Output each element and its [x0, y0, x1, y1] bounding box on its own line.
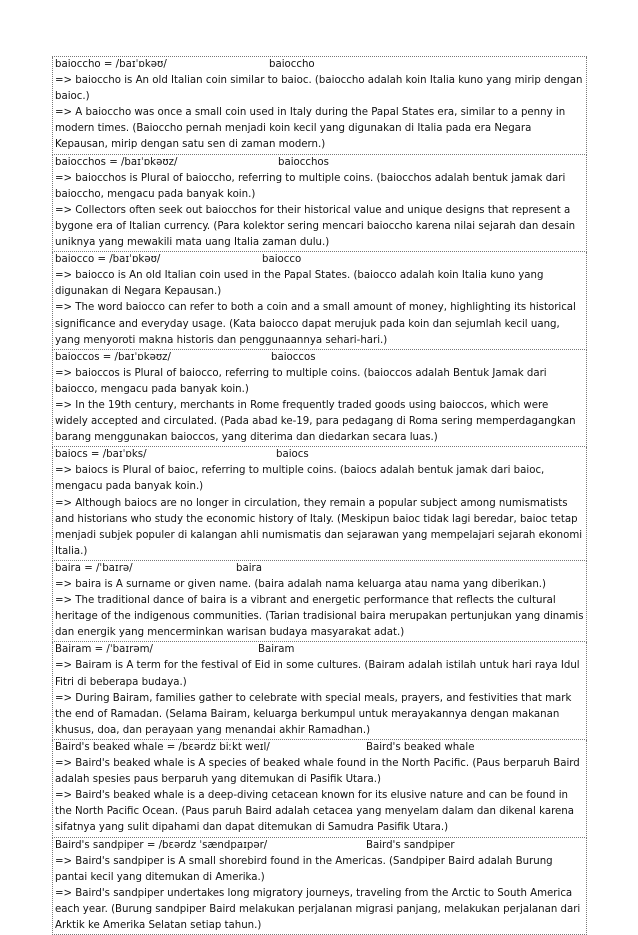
dictionary-entry [52, 350, 587, 448]
dictionary-entry [52, 447, 587, 561]
entry-definition: => baioccho is An old Italian coin similar to baioc. (baioccho adalah koin Italia kuno yang mirip dengan baioc.) [55, 73, 584, 105]
entry-term-pronunciation: baiocco = /baɪˈɒkəʊ/ [55, 252, 160, 268]
entry-word: baiocchos [278, 155, 329, 171]
entry-term-pronunciation: Baird's beaked whale = /bɛərdz biːkt weɪl/ [55, 740, 270, 756]
dictionary-entry [52, 155, 587, 253]
entry-header [55, 740, 584, 756]
entry-definition: => Bairam is A term for the festival of Eid in some cultures. (Bairam adalah istilah untuk hari raya Idul Fitri di beberapa budaya.) [55, 658, 584, 690]
entry-definition: => Baird's beaked whale is A species of beaked whale found in the North Pacific. (Paus berparuh Baird adalah spesies paus berparuh yang ditemukan di Pasifik Utara.) [55, 756, 584, 788]
entry-header [55, 642, 584, 658]
entry-term-pronunciation: baioccho = /baɪˈɒkəʊ/ [55, 57, 167, 73]
dictionary-page [52, 56, 587, 935]
entry-definition: => Baird's sandpiper is A small shorebird found in the Americas. (Sandpiper Baird adalah Burung pantai kecil yang ditemukan di Amerika.) [55, 854, 584, 886]
entry-example: => Baird's sandpiper undertakes long migratory journeys, traveling from the Arctic to South America each year. (Burung sandpiper Baird melakukan perjalanan migrasi panjang, melakukan perjalanan dari Arktik ke Amerika Selatan setiap tahun.) [55, 886, 584, 934]
entry-example: => Although baiocs are no longer in circulation, they remain a popular subject among numismatists and historians who study the economic history of Italy. (Meskipun baioc tidak lagi beredar, baioc tetap menjadi subjek populer di kalangan ahli numismatis dan sejarawan yang mempelajari sejarah ekonomi Italia.) [55, 496, 584, 560]
entry-definition: => baiocco is An old Italian coin used in the Papal States. (baiocco adalah koin Italia kuno yang digunakan di Negara Kepausan.) [55, 268, 584, 300]
entry-example: => During Bairam, families gather to celebrate with special meals, prayers, and festivities that mark the end of Ramadan. (Selama Bairam, keluarga berkumpul untuk merayakannya dengan makanan khusus, doa, dan perayaan yang menandai akhir Ramadhan.) [55, 691, 584, 739]
entry-definition: => baiocchos is Plural of baioccho, referring to multiple coins. (baiocchos adalah bentuk jamak dari baioccho, mengacu pada banyak koin.) [55, 171, 584, 203]
entry-word: baira [236, 561, 262, 577]
entry-header [55, 252, 584, 268]
entry-header [55, 350, 584, 366]
entry-term-pronunciation: baiocchos = /baɪˈɒkəʊz/ [55, 155, 177, 171]
entry-word: baioccho [269, 57, 315, 73]
entry-example: => The word baiocco can refer to both a coin and a small amount of money, highlighting its historical significance and everyday usage. (Kata baiocco dapat merujuk pada koin dan sejumlah kecil uang, yang menyoroti makna historis dan penggunaannya sehari-hari.) [55, 300, 584, 348]
entry-word: baioccos [271, 350, 316, 366]
entry-term-pronunciation: baiocs = /baɪˈɒks/ [55, 447, 147, 463]
entry-example: => Collectors often seek out baiocchos for their historical value and unique designs that represent a bygone era of Italian currency. (Para kolektor sering mencari baioccho karena nilai sejarah dan desain uniknya yang mewakili mata uang Italia zaman dulu.) [55, 203, 584, 251]
entry-header [55, 838, 584, 854]
entry-definition: => baira is A surname or given name. (baira adalah nama keluarga atau nama yang diberikan.) [55, 577, 584, 593]
entry-word: baiocco [262, 252, 301, 268]
entry-definition: => baiocs is Plural of baioc, referring to multiple coins. (baiocs adalah bentuk jamak dari baioc, mengacu pada banyak koin.) [55, 463, 584, 495]
entry-header [55, 561, 584, 577]
dictionary-entry [52, 740, 587, 838]
entry-term-pronunciation: baira = /ˈbaɪrə/ [55, 561, 133, 577]
entry-example: => Baird's beaked whale is a deep-diving cetacean known for its elusive nature and can be found in the North Pacific Ocean. (Paus paruh Baird adalah cetacea yang menyelam dalam dan dikenal karena sifatnya yang sulit dipahami dan dapat ditemukan di Samudra Pasifik Utara.) [55, 788, 584, 836]
entry-word: Baird's sandpiper [366, 838, 455, 854]
entry-definition: => baioccos is Plural of baiocco, referring to multiple coins. (baioccos adalah Bentuk Jamak dari baiocco, mengacu pada banyak koin.) [55, 366, 584, 398]
dictionary-entry [52, 561, 587, 642]
entry-term-pronunciation: baioccos = /baɪˈɒkəʊz/ [55, 350, 171, 366]
dictionary-entry [52, 838, 587, 935]
dictionary-entry [52, 57, 587, 155]
entry-term-pronunciation: Bairam = /ˈbaɪrəm/ [55, 642, 153, 658]
entry-word: Baird's beaked whale [366, 740, 475, 756]
entry-term-pronunciation: Baird's sandpiper = /bɛərdz ˈsændpaɪpər/ [55, 838, 267, 854]
entry-example: => In the 19th century, merchants in Rome frequently traded goods using baioccos, which were widely accepted and circulated. (Pada abad ke-19, para pedagang di Roma sering memperdagangkan barang menggunakan baioccos, yang diterima dan diedarkan secara luas.) [55, 398, 584, 446]
entry-example: => A baioccho was once a small coin used in Italy during the Papal States era, similar to a penny in modern times. (Baioccho pernah menjadi koin kecil yang digunakan di Italia pada era Negara Kepausan, mirip dengan satu sen di zaman modern.) [55, 105, 584, 153]
entry-header [55, 447, 584, 463]
entry-word: Bairam [258, 642, 294, 658]
entry-header [55, 57, 584, 73]
entry-header [55, 155, 584, 171]
entry-example: => The traditional dance of baira is a vibrant and energetic performance that reflects the cultural heritage of the indigenous communities. (Tarian tradisional baira merupakan pertunjukan yang dinamis dan energik yang mencerminkan warisan budaya masyarakat adat.) [55, 593, 584, 641]
dictionary-entry [52, 252, 587, 350]
dictionary-entry [52, 642, 587, 740]
entry-word: baiocs [276, 447, 309, 463]
